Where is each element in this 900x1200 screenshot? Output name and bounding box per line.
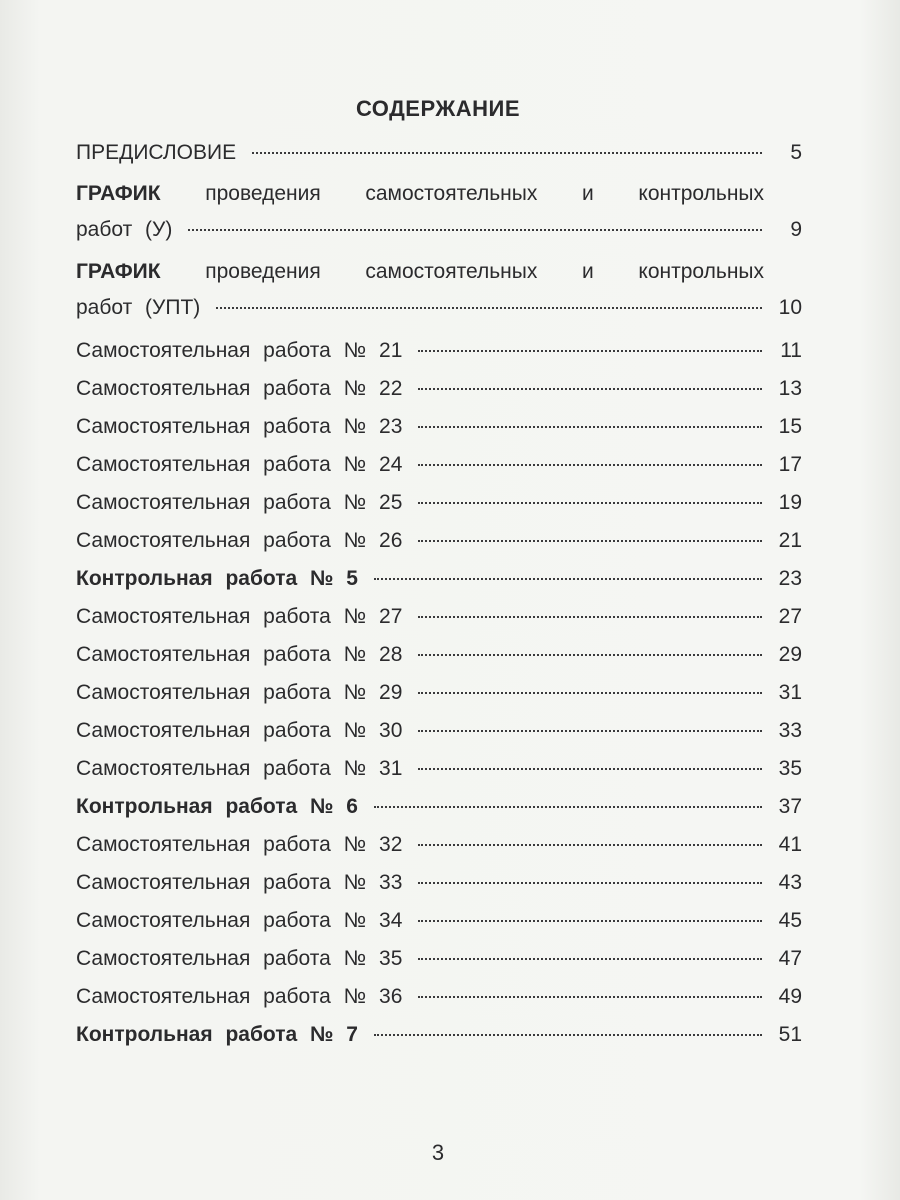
- toc-entry-label-text: проведения самостоятельных и контрольных: [205, 182, 765, 205]
- dot-leader: [216, 307, 762, 309]
- dot-leader: [418, 882, 762, 884]
- dot-leader: [418, 692, 762, 694]
- toc-entry-page: 41: [778, 833, 802, 856]
- toc-entry-test: [76, 788, 802, 826]
- toc-entry-page: 51: [778, 1023, 802, 1046]
- toc-entry-label: Самостоятельная работа № 33: [76, 871, 403, 894]
- dot-leader: [418, 768, 762, 770]
- toc-entry-page: 10: [778, 296, 802, 319]
- toc-entry-label: Контрольная работа № 5: [76, 567, 358, 590]
- toc-entry-label: Самостоятельная работа № 21: [76, 339, 403, 362]
- toc-entry-label: Самостоятельная работа № 30: [76, 719, 403, 742]
- toc-entry-page: 19: [778, 491, 802, 514]
- dot-leader: [418, 996, 762, 998]
- toc-entry-bold-prefix: ГРАФИК: [76, 182, 161, 205]
- dot-leader: [418, 958, 762, 960]
- toc-entry-page: 35: [778, 757, 802, 780]
- dot-leader: [188, 229, 762, 231]
- toc-entry: [76, 636, 802, 674]
- toc-entry: [76, 902, 802, 940]
- toc-entry: [76, 446, 802, 484]
- toc-entry-page: 47: [778, 947, 802, 970]
- toc-entry-label-line1: [76, 254, 764, 290]
- toc-entry: [76, 370, 802, 408]
- toc-entry-label: Самостоятельная работа № 35: [76, 947, 403, 970]
- toc-entry: [76, 484, 802, 522]
- toc-entry-label: Самостоятельная работа № 36: [76, 985, 403, 1008]
- page-title: СОДЕРЖАНИЕ: [355, 96, 521, 121]
- toc-entry-label: Контрольная работа № 6: [76, 795, 358, 818]
- toc-entry-page: 49: [778, 985, 802, 1008]
- toc-entry-page: 23: [778, 567, 802, 590]
- dot-leader: [418, 616, 762, 618]
- toc-entry-label-line2: работ (УПТ): [76, 296, 201, 319]
- page-number: 3: [431, 1140, 445, 1165]
- dot-leader: [374, 806, 762, 808]
- toc-entry-page: 33: [778, 719, 802, 742]
- toc-entry-label: Самостоятельная работа № 26: [76, 529, 403, 552]
- toc-entry: [76, 332, 802, 370]
- toc-entry-test: [76, 560, 802, 598]
- dot-leader: [418, 540, 762, 542]
- toc-entry-page: 43: [778, 871, 802, 894]
- toc-entry-label: Самостоятельная работа № 32: [76, 833, 403, 856]
- toc-entry-label: Самостоятельная работа № 24: [76, 453, 403, 476]
- toc-entry-label-text: проведения самостоятельных и контрольных: [205, 260, 765, 283]
- toc-entry-label: Самостоятельная работа № 22: [76, 377, 403, 400]
- toc-entry-page: 45: [778, 909, 802, 932]
- dot-leader: [418, 388, 762, 390]
- dot-leader: [418, 844, 762, 846]
- toc-entry-page: 15: [778, 415, 802, 438]
- toc-entry: [76, 712, 802, 750]
- toc-entry-schedule-u: [76, 176, 802, 248]
- toc-entry-label: ПРЕДИСЛОВИЕ: [76, 141, 237, 164]
- toc-entry-page: 5: [790, 141, 802, 164]
- toc-entry-label: Самостоятельная работа № 27: [76, 605, 403, 628]
- toc-entry-page: 9: [790, 218, 802, 241]
- toc-entry-page: 11: [780, 339, 802, 362]
- toc-entry: [76, 978, 802, 1016]
- toc-entry-preface: [76, 134, 802, 172]
- dot-leader: [418, 730, 762, 732]
- toc-entry-bold-prefix: ГРАФИК: [76, 260, 161, 283]
- toc-entry-page: 17: [778, 453, 802, 476]
- toc-entry: [76, 864, 802, 902]
- toc-entry-page: 37: [778, 795, 802, 818]
- toc-entry-test: [76, 1016, 802, 1054]
- dot-leader: [252, 152, 762, 154]
- toc-entry-label-line1: [76, 176, 764, 212]
- toc-entry: [76, 750, 802, 788]
- dot-leader: [418, 502, 762, 504]
- toc-entry: [76, 408, 802, 446]
- toc-entry-label: Самостоятельная работа № 29: [76, 681, 403, 704]
- toc-entry: [76, 674, 802, 712]
- toc-entry-page: 29: [778, 643, 802, 666]
- dot-leader: [418, 464, 762, 466]
- toc-entry-label: Самостоятельная работа № 23: [76, 415, 403, 438]
- toc-entry-label: Контрольная работа № 7: [76, 1023, 358, 1046]
- toc-entry: [76, 826, 802, 864]
- toc-entry-label: Самостоятельная работа № 28: [76, 643, 403, 666]
- toc-entry: [76, 598, 802, 636]
- toc-entry-label: Самостоятельная работа № 31: [76, 757, 403, 780]
- toc-entry-page: 21: [778, 529, 802, 552]
- toc-entry-label: Самостоятельная работа № 25: [76, 491, 403, 514]
- toc-entry: [76, 940, 802, 978]
- dot-leader: [418, 350, 762, 352]
- table-of-contents: [76, 134, 802, 1054]
- dot-leader: [374, 578, 762, 580]
- toc-entry-schedule-upt: [76, 254, 802, 326]
- toc-entry-label: Самостоятельная работа № 34: [76, 909, 403, 932]
- dot-leader: [418, 654, 762, 656]
- toc-entry-page: 31: [778, 681, 802, 704]
- toc-entry-page: 13: [778, 377, 802, 400]
- toc-entry-page: 27: [778, 605, 802, 628]
- dot-leader: [418, 920, 762, 922]
- toc-entry: [76, 522, 802, 560]
- dot-leader: [374, 1034, 762, 1036]
- dot-leader: [418, 426, 762, 428]
- toc-entry-label-line2: работ (У): [76, 218, 173, 241]
